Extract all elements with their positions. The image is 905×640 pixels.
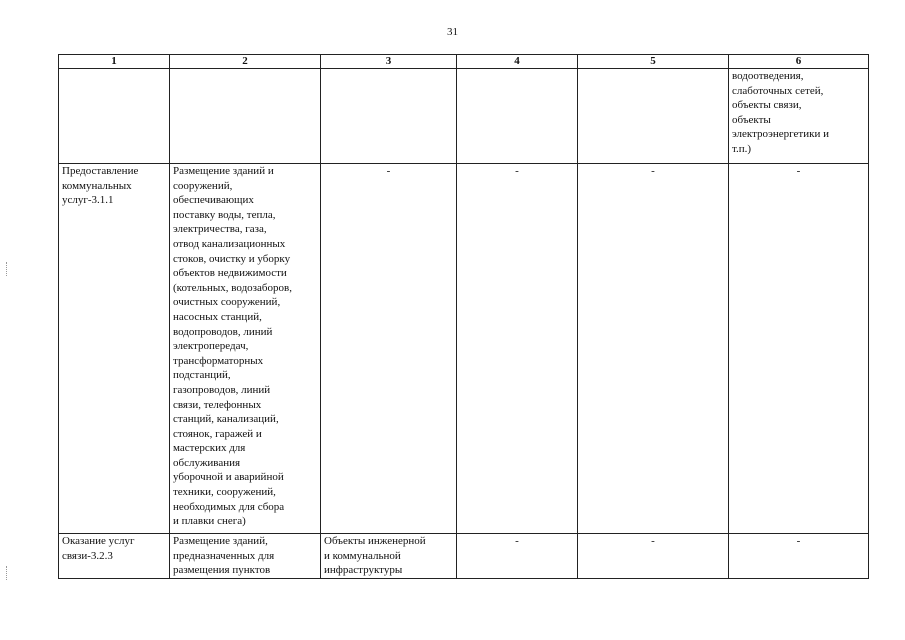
column-header-5: 5 xyxy=(578,55,729,69)
table-cell xyxy=(729,69,869,164)
cell-text: Предоставление коммунальных услуг-3.1.1 xyxy=(62,165,139,207)
table-cell xyxy=(170,69,321,164)
table-cell xyxy=(578,164,729,534)
cell-text: - xyxy=(651,165,655,177)
cell-text: - xyxy=(386,165,391,177)
table-row xyxy=(59,164,869,534)
cell-text: - xyxy=(515,165,519,177)
cell-text: - xyxy=(796,535,801,547)
cell-text: Размещение зданий, предназначенных для размещения пунктов xyxy=(173,535,275,577)
cell-text: Размещение зданий и сооружений, обеспечивающих поставку воды, тепла, электричества, газа, отвод канализационных стоков, очистку и уборку объектов недвижимости (котельных, водозаборов, очистных сооружений, насосных станций, водопроводов, линий электропередач, трансформаторных подстанций, газопроводов, линий связи, телефонных станций, канализаций, стоянок, гаражей и мастерских для обслуживания уборочной и аварийной техники, сооружений, необходимых для сбора и плавки снега) xyxy=(173,165,292,528)
table-cell xyxy=(457,69,578,164)
cell-text: Объекты инженерной и коммунальной инфраструктуры xyxy=(324,535,426,577)
cell-text: водоотведения, слаботочных сетей, объекты связи, объекты электроэнергетики и т.п.) xyxy=(732,70,829,155)
cell-text: - xyxy=(515,535,519,547)
document-table xyxy=(58,54,869,579)
table-cell xyxy=(170,534,321,579)
table-cell xyxy=(170,164,321,534)
table-cell xyxy=(457,164,578,534)
table-cell xyxy=(59,534,170,579)
cell-text: Оказание услуг связи-3.2.3 xyxy=(62,535,135,562)
cell-text: - xyxy=(796,165,801,177)
column-header-1: 1 xyxy=(59,55,170,69)
table-cell xyxy=(578,69,729,164)
table-cell xyxy=(321,534,457,579)
margin-mark xyxy=(6,566,9,580)
margin-mark xyxy=(6,262,9,276)
table-cell xyxy=(59,164,170,534)
page-number: 31 xyxy=(447,26,458,38)
table-cell xyxy=(321,69,457,164)
table-cell xyxy=(729,534,869,579)
table-header-row xyxy=(59,55,869,69)
column-header-3: 3 xyxy=(321,55,457,69)
table-row xyxy=(59,69,869,164)
table-cell xyxy=(321,164,457,534)
table-cell xyxy=(578,534,729,579)
column-header-2: 2 xyxy=(170,55,321,69)
table-row xyxy=(59,534,869,579)
column-header-6: 6 xyxy=(729,55,869,69)
column-header-4: 4 xyxy=(457,55,578,69)
table-cell xyxy=(457,534,578,579)
table-cell xyxy=(59,69,170,164)
cell-text: - xyxy=(651,535,655,547)
table-cell xyxy=(729,164,869,534)
